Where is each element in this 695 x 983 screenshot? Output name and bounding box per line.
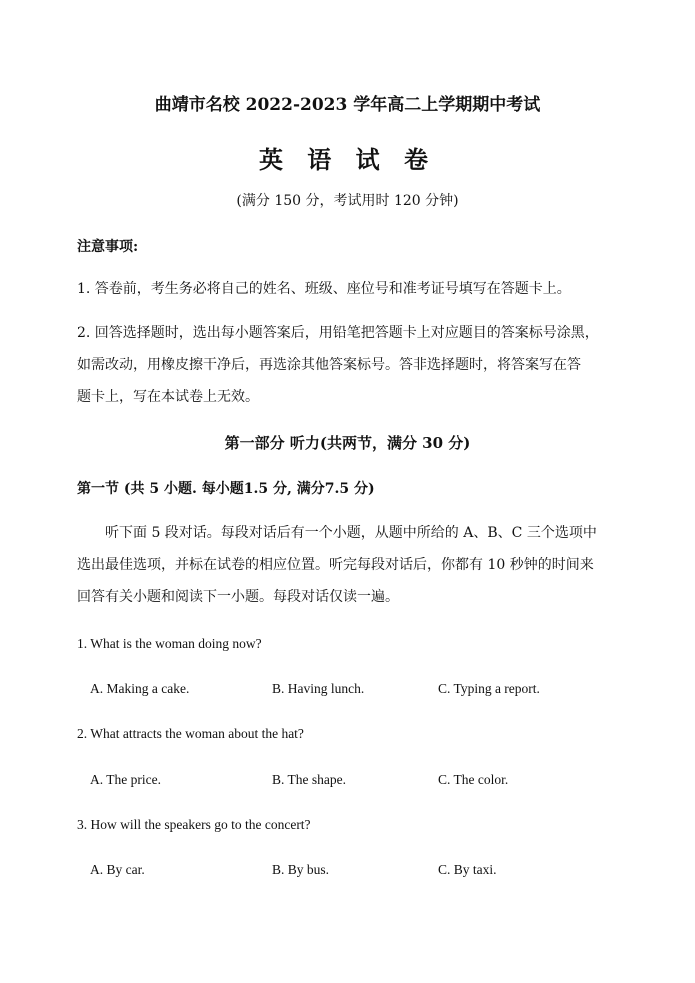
section-heading: 第一节 (共 5 小题. 每小题1.5 分, 满分7.5 分) (77, 481, 375, 497)
part-title: 第一部分 听力(共两节，满分 30 分) (224, 434, 471, 452)
question-2: 2. What attracts the woman about the hat? (77, 726, 304, 741)
question-1-option-a: A. Making a cake. (90, 681, 190, 696)
notice-item-1: 1. 答卷前，考生务必将自己的姓名、班级、座位号和准考证号填写在答题卡上。 (77, 281, 571, 297)
question-1-option-b: B. Having lunch. (272, 681, 365, 696)
notice-item-2-line-3: 题卡上，写在本试卷上无效。 (77, 389, 259, 405)
question-1-option-c: C. Typing a report. (438, 681, 540, 696)
question-3-option-b: B. By bus. (272, 862, 330, 877)
score-note: (满分 150 分，考试用时 120 分钟) (236, 193, 459, 209)
notice-item-2-line-1: 2. 回答选择题时，选出每小题答案后，用铅笔把答题卡上对应题目的答案标号涂黑， (77, 325, 599, 341)
question-3-option-c: C. By taxi. (438, 862, 497, 877)
question-2-option-a: A. The price. (90, 772, 161, 787)
instruction-line-1: 听下面 5 段对话。每段对话后有一个小题，从题中所给的 A、B、C 三个选项中 (105, 525, 597, 541)
instruction-line-3: 回答有关小题和阅读下一小题。每段对话仅读一遍。 (77, 589, 399, 605)
question-2-option-c: C. The color. (438, 772, 509, 787)
question-3-option-a: A. By car. (90, 862, 145, 877)
notice-item-2-line-2: 如需改动，用橡皮擦干净后，再选涂其他答案标号。答非选择题时，将答案写在答 (77, 357, 581, 373)
subject-title: 英 语 试 卷 (258, 145, 437, 174)
question-2-option-b: B. The shape. (272, 772, 346, 787)
notice-heading: 注意事项: (77, 239, 139, 255)
question-1: 1. What is the woman doing now? (77, 636, 262, 651)
question-3: 3. How will the speakers go to the concert? (77, 817, 311, 832)
instruction-line-2: 选出最佳选项，并标在试卷的相应位置。听完每段对话后，你都有 10 秒钟的时间来 (77, 557, 594, 573)
exam-title: 曲靖市名校 2022-2023 学年高二上学期期中考试 (154, 95, 541, 115)
